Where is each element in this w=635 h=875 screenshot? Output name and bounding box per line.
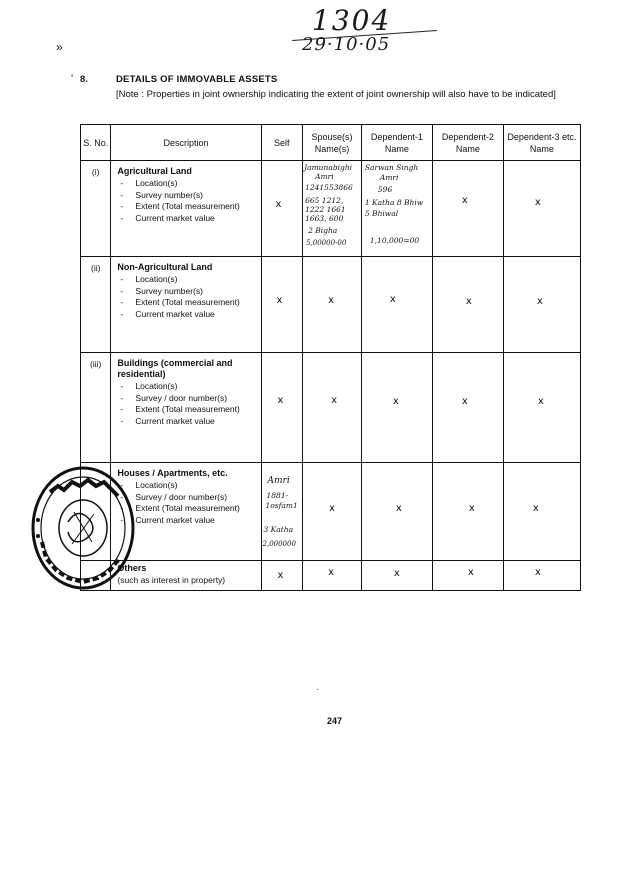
row-category: Houses / Apartments, etc. [117,468,228,478]
list-item: - Current market value [117,309,256,321]
handwritten-entry: 3 Katha [263,525,294,534]
section-title: DETAILS OF IMMOVABLE ASSETS [116,74,278,85]
header-dependent-2: Dependent-2 Name [432,125,503,161]
cell-spouse [303,257,362,353]
cell-self [261,161,303,257]
cross-mark: x [534,567,541,578]
cell-dependent-3 [503,161,580,257]
handwritten-entry: 596 [377,185,393,194]
row-sno: (i) [81,161,111,257]
handwritten-entry: 1241553866 [305,183,353,192]
header-self: Self [261,125,303,161]
row-description [111,257,261,353]
list-item: - Extent (Total measurement) [117,404,256,416]
handwritten-entry: Amri [315,172,334,181]
list-item: - Current market value [117,213,256,225]
cross-mark: x [276,295,283,306]
handwritten-entry: 5,00000-00 [306,239,347,247]
row-description [111,161,261,257]
cross-mark: x [537,396,544,407]
table-row [81,561,581,591]
list-item: - Location(s) [117,480,256,492]
list-item: - Extent (Total measurement) [117,201,256,213]
handwritten-entry: 665 1212, [305,196,344,205]
cell-spouse [303,561,362,591]
cross-mark: x [532,503,539,514]
cell-spouse [303,161,362,257]
row-sno: (iii) [81,353,111,463]
cell-self [261,257,303,353]
handwritten-entry: 1222 1661 [305,205,346,214]
list-item: - Current market value [117,515,256,527]
list-item: - Extent (Total measurement) [117,297,256,309]
stray-mark: » [56,40,63,54]
list-item: - Current market value [117,416,256,428]
cell-dependent-2 [432,561,503,591]
cross-mark: x [467,567,474,578]
cell-dependent-3 [503,353,580,463]
row-category: Non-Agricultural Land [117,262,213,272]
cross-mark: x [393,568,400,579]
handwritten-entry: Amri [267,476,290,486]
cross-mark: x [389,294,396,305]
header-sno: S. No. [81,125,111,161]
cross-mark: x [392,396,399,407]
handwritten-entry: Amri [379,173,399,182]
cross-mark: x [461,396,468,407]
cell-dependent-1 [361,353,432,463]
header-dependent-3: Dependent-3 etc. Name [503,125,580,161]
cell-spouse [303,353,362,463]
list-item: - Survey number(s) [117,190,256,202]
table-row [81,257,581,353]
row-category: Agricultural Land [117,166,192,176]
cell-self [261,463,303,561]
list-item: - Survey / door number(s) [117,492,256,504]
row-category: Buildings (commercial and residential) [117,358,233,379]
cross-mark: x [534,197,541,208]
cell-self [261,353,303,463]
cross-mark: x [468,503,475,514]
header-dependent-1: Dependent-1 Name [361,125,432,161]
handwritten-entry: Jamunabighi [304,163,353,172]
cell-dependent-3 [503,463,580,561]
assets-table [80,124,581,591]
cell-dependent-1 [361,561,432,591]
handwritten-entry: 1 Katha 8 Bhiw [364,198,424,207]
cell-dependent-2 [432,257,503,353]
official-seal [28,462,138,592]
bullet-mark: ' [71,73,74,85]
handwritten-entry: 2,000000 [262,540,296,548]
cross-mark: x [329,503,336,514]
cross-mark: x [465,296,472,307]
cross-mark: x [328,567,335,578]
cross-mark: x [331,395,338,406]
dot-mark: · [316,685,319,694]
cell-self [261,561,303,591]
cross-mark: x [461,195,468,206]
row-sno: (ii) [81,257,111,353]
handwritten-entry: Sarwan Singh [364,163,419,172]
cell-dependent-2 [432,161,503,257]
cross-mark: x [536,296,543,307]
list-item: - Location(s) [117,381,256,393]
header-description: Description [111,125,261,161]
cross-mark: x [328,295,335,306]
handwritten-entry: 2 Bigha [308,226,338,235]
cell-dependent-1 [361,161,432,257]
row-description [111,353,261,463]
cell-dependent-2 [432,463,503,561]
section-number: 8. [80,74,88,85]
section-note: [Note : Properties in joint ownership indicating the extent of joint ownership will also have to be indicated] [116,89,556,100]
table-row [81,161,581,257]
row-category: Others [117,563,147,573]
table-header-row [81,125,581,161]
page-number: 247 [327,716,343,726]
cross-mark: x [275,199,282,210]
cell-dependent-1 [361,257,432,353]
stamp-date: 29·10·05 [302,34,391,55]
list-item: - Location(s) [117,274,256,286]
handwritten-entry: 1,10,000=00 [369,236,420,245]
table-row [81,353,581,463]
cross-mark: x [395,503,402,514]
handwritten-entry: 1663, 600 [305,214,344,223]
stamp-number: 1304 [312,4,392,37]
handwritten-entry: 1osfam1 [265,501,298,510]
row-subtext: (such as interest in property) [117,575,226,585]
header-spouse: Spouse(s) Name(s) [303,125,362,161]
cell-dependent-3 [503,561,580,591]
cell-dependent-3 [503,257,580,353]
cell-spouse [303,463,362,561]
handwritten-entry: 5 Bhiwal [364,209,399,218]
cross-mark: x [277,395,284,406]
list-item: - Survey / door number(s) [117,393,256,405]
list-item: - Extent (Total measurement) [117,503,256,515]
table-row [81,463,581,561]
handwritten-entry: 1881- [266,491,289,500]
list-item: - Location(s) [117,178,256,190]
list-item: - Survey number(s) [117,286,256,298]
cell-dependent-2 [432,353,503,463]
cell-dependent-1 [361,463,432,561]
cross-mark: x [277,570,284,581]
